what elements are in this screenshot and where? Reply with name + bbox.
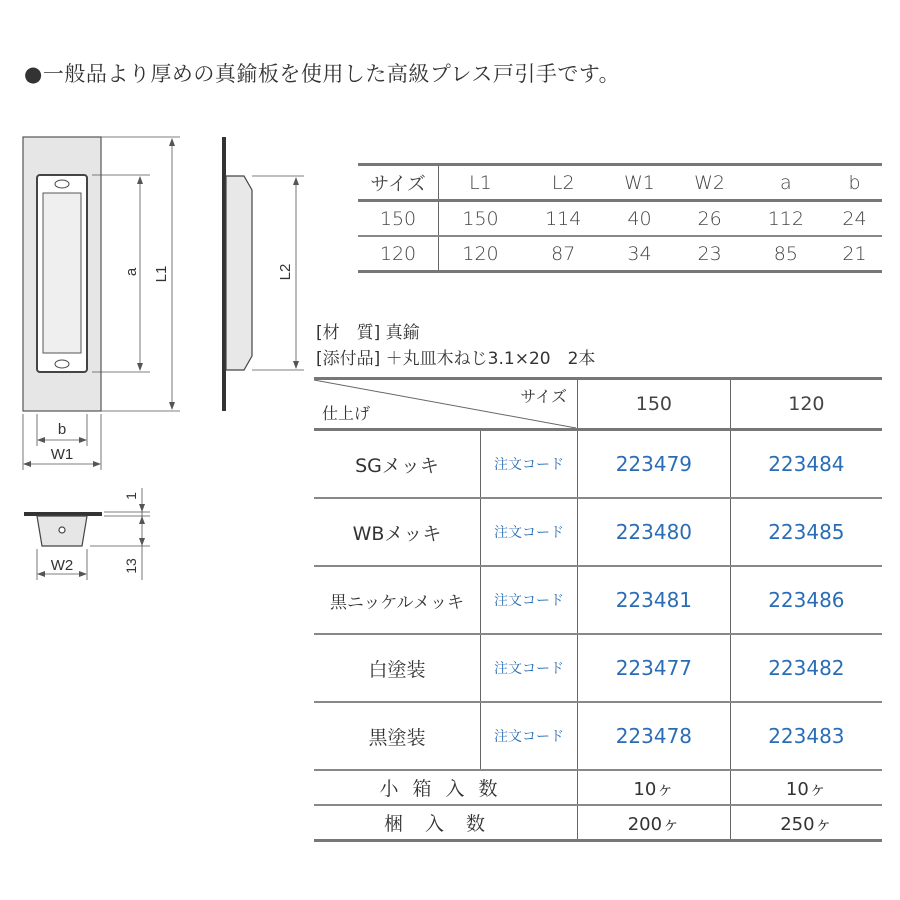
packaging-qty: 250ヶ: [730, 805, 882, 841]
order-code: 223477: [578, 634, 731, 702]
dim-label-L2: L2: [277, 263, 294, 281]
dim-header-W1: W1: [604, 165, 674, 201]
dim-cell: 23: [675, 236, 745, 272]
headline: ●一般品より厚めの真鍮板を使用した高級プレス戸引手です。: [24, 62, 621, 86]
dim-cell: 40: [604, 201, 674, 237]
header-finish-label: 仕上げ: [322, 404, 371, 423]
table-row: [314, 498, 882, 566]
dim-header-W2: W2: [675, 165, 745, 201]
finish-name: WBメッキ: [314, 498, 481, 566]
order-code: 223484: [730, 430, 882, 499]
order-code: 223486: [730, 566, 882, 634]
dim-cell: 24: [827, 201, 882, 237]
dim-header-L2: L2: [522, 165, 604, 201]
dim-label-a: a: [123, 267, 140, 277]
order-code-label: 注文コード: [481, 498, 578, 566]
order-code: 223483: [730, 702, 882, 770]
dim-cell: 34: [604, 236, 674, 272]
spec-material: [材 質] 真鍮: [316, 323, 420, 343]
dim-header-a: a: [745, 165, 827, 201]
table-row: [314, 430, 882, 499]
dim-label-b: b: [57, 421, 67, 438]
dim-cell: 87: [522, 236, 604, 272]
packaging-qty: 10ヶ: [578, 770, 731, 805]
dim-label-W1: W1: [50, 446, 74, 463]
order-code: 223481: [578, 566, 731, 634]
dim-label-L1: L1: [153, 265, 170, 283]
order-code: 223478: [578, 702, 731, 770]
table-row: [358, 236, 882, 272]
dim-label-W2: W2: [50, 557, 74, 574]
dim-cell: 114: [522, 201, 604, 237]
side-view-body: [226, 176, 252, 370]
table-row: [314, 805, 882, 841]
finish-name: 白塗装: [314, 634, 481, 702]
dim-cell: 120: [439, 236, 523, 272]
screw-hole-top: [55, 180, 69, 188]
dim-cell: 21: [827, 236, 882, 272]
order-code-table: [314, 377, 882, 842]
dim-label-height: 13: [123, 558, 139, 574]
dim-cell: 150: [439, 201, 523, 237]
packaging-label: 小箱入数: [314, 770, 578, 805]
dimension-table: [358, 163, 882, 273]
dim-cell: 26: [675, 201, 745, 237]
section-hole: [59, 527, 65, 533]
order-code-label: 注文コード: [481, 634, 578, 702]
table-row: [314, 566, 882, 634]
table-row: [358, 201, 882, 237]
order-code-label: 注文コード: [481, 702, 578, 770]
order-table-header: [314, 379, 882, 430]
dim-cell: 112: [745, 201, 827, 237]
technical-drawing: [0, 0, 310, 600]
order-code-label: 注文コード: [481, 566, 578, 634]
header-size-120: 120: [730, 379, 882, 430]
header-size-label: サイズ: [520, 387, 567, 406]
order-code: 223480: [578, 498, 731, 566]
packaging-qty: 200ヶ: [578, 805, 731, 841]
finish-name: 黒塗装: [314, 702, 481, 770]
packaging-qty: 10ヶ: [730, 770, 882, 805]
order-code: 223482: [730, 634, 882, 702]
finish-name: 黒ニッケルメッキ: [314, 566, 481, 634]
dim-header-L1: L1: [439, 165, 523, 201]
front-view-inner: [43, 193, 81, 353]
order-code: 223479: [578, 430, 731, 499]
screw-hole-bottom: [55, 360, 69, 368]
packaging-label: 梱入数: [314, 805, 578, 841]
table-row: [314, 702, 882, 770]
dim-cell: 150: [358, 201, 439, 237]
table-row: [314, 770, 882, 805]
dimension-table-header: [358, 165, 882, 201]
header-diagonal-cell: [314, 379, 578, 430]
finish-name: SGメッキ: [314, 430, 481, 499]
order-code-label: 注文コード: [481, 430, 578, 499]
table-row: [314, 634, 882, 702]
dim-cell: 85: [745, 236, 827, 272]
dim-header-size: サイズ: [358, 165, 439, 201]
spec-accessory: [添付品] ＋丸皿木ねじ3.1×20 2本: [316, 349, 596, 369]
header-size-150: 150: [578, 379, 731, 430]
order-code: 223485: [730, 498, 882, 566]
dim-cell: 120: [358, 236, 439, 272]
dim-label-thickness: 1: [123, 492, 139, 500]
dim-header-b: b: [827, 165, 882, 201]
